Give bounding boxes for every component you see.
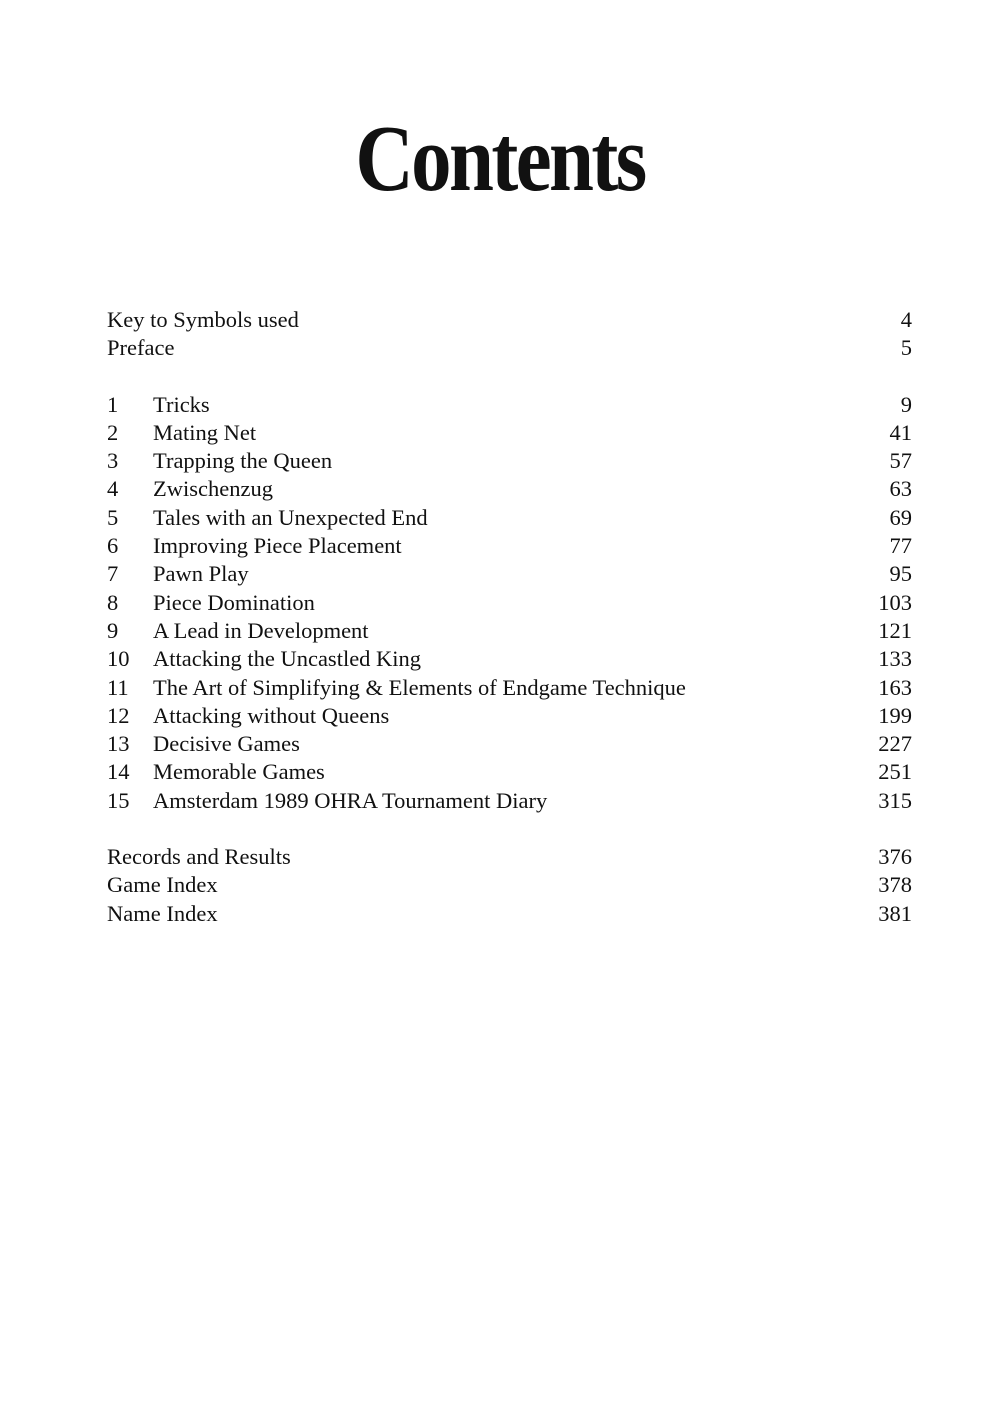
- chapter-title: Improving Piece Placement: [153, 533, 402, 559]
- chapter-title: The Art of Simplifying & Elements of Endgame Technique: [153, 674, 686, 700]
- toc-entry-records-and-results[interactable]: [107, 843, 912, 871]
- chapter-number: 15: [107, 787, 130, 813]
- chapter-title: Pawn Play: [153, 561, 249, 587]
- toc-entry-game-index[interactable]: [107, 871, 912, 899]
- chapter-page: 227: [878, 731, 912, 757]
- chapter-page: 199: [878, 702, 912, 728]
- chapter-number: 10: [107, 646, 130, 672]
- chapter-number: 11: [107, 674, 129, 700]
- chapter-number: 1: [107, 391, 119, 417]
- chapter-number: 14: [107, 759, 130, 785]
- chapter-title: Tales with an Unexpected End: [153, 504, 428, 530]
- toc-entry-page: 378: [878, 872, 912, 898]
- toc-entry-page: 4: [900, 307, 912, 332]
- toc-chapter-8[interactable]: [107, 589, 912, 617]
- chapter-number: 4: [107, 476, 119, 502]
- chapter-list: [107, 391, 912, 815]
- chapter-number: 2: [107, 419, 119, 445]
- chapter-number: 13: [107, 731, 130, 757]
- toc-chapter-11[interactable]: [107, 674, 912, 702]
- chapter-title: Zwischenzug: [153, 476, 273, 502]
- toc-chapter-12[interactable]: [107, 702, 912, 730]
- chapter-page: 163: [878, 674, 912, 700]
- chapter-title: A Lead in Development: [153, 617, 369, 643]
- chapter-page: 95: [889, 561, 912, 587]
- back-matter-list: [107, 843, 912, 928]
- toc-chapter-15[interactable]: [107, 787, 912, 815]
- chapter-title: Attacking the Uncastled King: [153, 646, 422, 672]
- chapter-number: 8: [107, 589, 119, 615]
- toc-chapter-7[interactable]: [107, 560, 912, 588]
- chapter-number: 9: [107, 617, 119, 643]
- chapter-number: 7: [107, 561, 119, 587]
- chapter-page: 69: [889, 504, 912, 530]
- page-title: Contents: [355, 107, 645, 211]
- table-of-contents: [107, 306, 912, 928]
- chapter-page: 63: [889, 476, 912, 502]
- toc-chapter-3[interactable]: [107, 447, 912, 475]
- front-matter-list: [107, 306, 912, 363]
- toc-chapter-4[interactable]: [107, 475, 912, 503]
- toc-entry-page: 376: [878, 844, 912, 870]
- chapter-number: 3: [107, 448, 119, 474]
- chapter-title: Piece Domination: [153, 589, 315, 615]
- toc-entry-title: Key to Symbols used: [107, 307, 299, 332]
- chapter-page: 121: [878, 617, 912, 643]
- chapter-title: Memorable Games: [153, 759, 325, 785]
- toc-chapter-6[interactable]: [107, 532, 912, 560]
- toc-chapter-5[interactable]: [107, 504, 912, 532]
- chapter-page: 133: [878, 646, 912, 672]
- chapter-title: Attacking without Queens: [153, 702, 390, 728]
- toc-entry-page: 5: [900, 335, 912, 361]
- chapter-page: 251: [878, 759, 912, 785]
- chapter-page: 77: [889, 533, 912, 559]
- toc-entry-page: 381: [878, 900, 912, 926]
- toc-entry-title: Name Index: [107, 900, 218, 926]
- chapter-page: 57: [889, 448, 912, 474]
- chapter-title: Mating Net: [153, 419, 257, 445]
- toc-chapter-9[interactable]: [107, 617, 912, 645]
- toc-chapter-13[interactable]: [107, 730, 912, 758]
- chapter-number: 6: [107, 533, 119, 559]
- chapter-number: 5: [107, 504, 119, 530]
- chapter-title: Amsterdam 1989 OHRA Tournament Diary: [153, 787, 548, 813]
- toc-chapter-2[interactable]: [107, 419, 912, 447]
- toc-entry-name-index[interactable]: [107, 900, 912, 928]
- chapter-number: 12: [107, 702, 130, 728]
- chapter-page: 315: [878, 787, 912, 813]
- toc-entry-preface[interactable]: [107, 334, 912, 362]
- toc-entry-title: Records and Results: [107, 844, 291, 870]
- chapter-title: Tricks: [153, 391, 210, 417]
- toc-entry-key-to-symbols[interactable]: [107, 306, 912, 334]
- toc-chapter-10[interactable]: [107, 645, 912, 673]
- toc-entry-title: Preface: [107, 335, 175, 361]
- chapter-page: 103: [878, 589, 912, 615]
- toc-entry-title: Game Index: [107, 872, 218, 898]
- chapter-title: Decisive Games: [153, 731, 300, 757]
- chapter-title: Trapping the Queen: [153, 448, 333, 474]
- chapter-page: 41: [889, 419, 912, 445]
- toc-chapter-1[interactable]: [107, 391, 912, 419]
- toc-chapter-14[interactable]: [107, 758, 912, 786]
- chapter-page: 9: [900, 391, 912, 417]
